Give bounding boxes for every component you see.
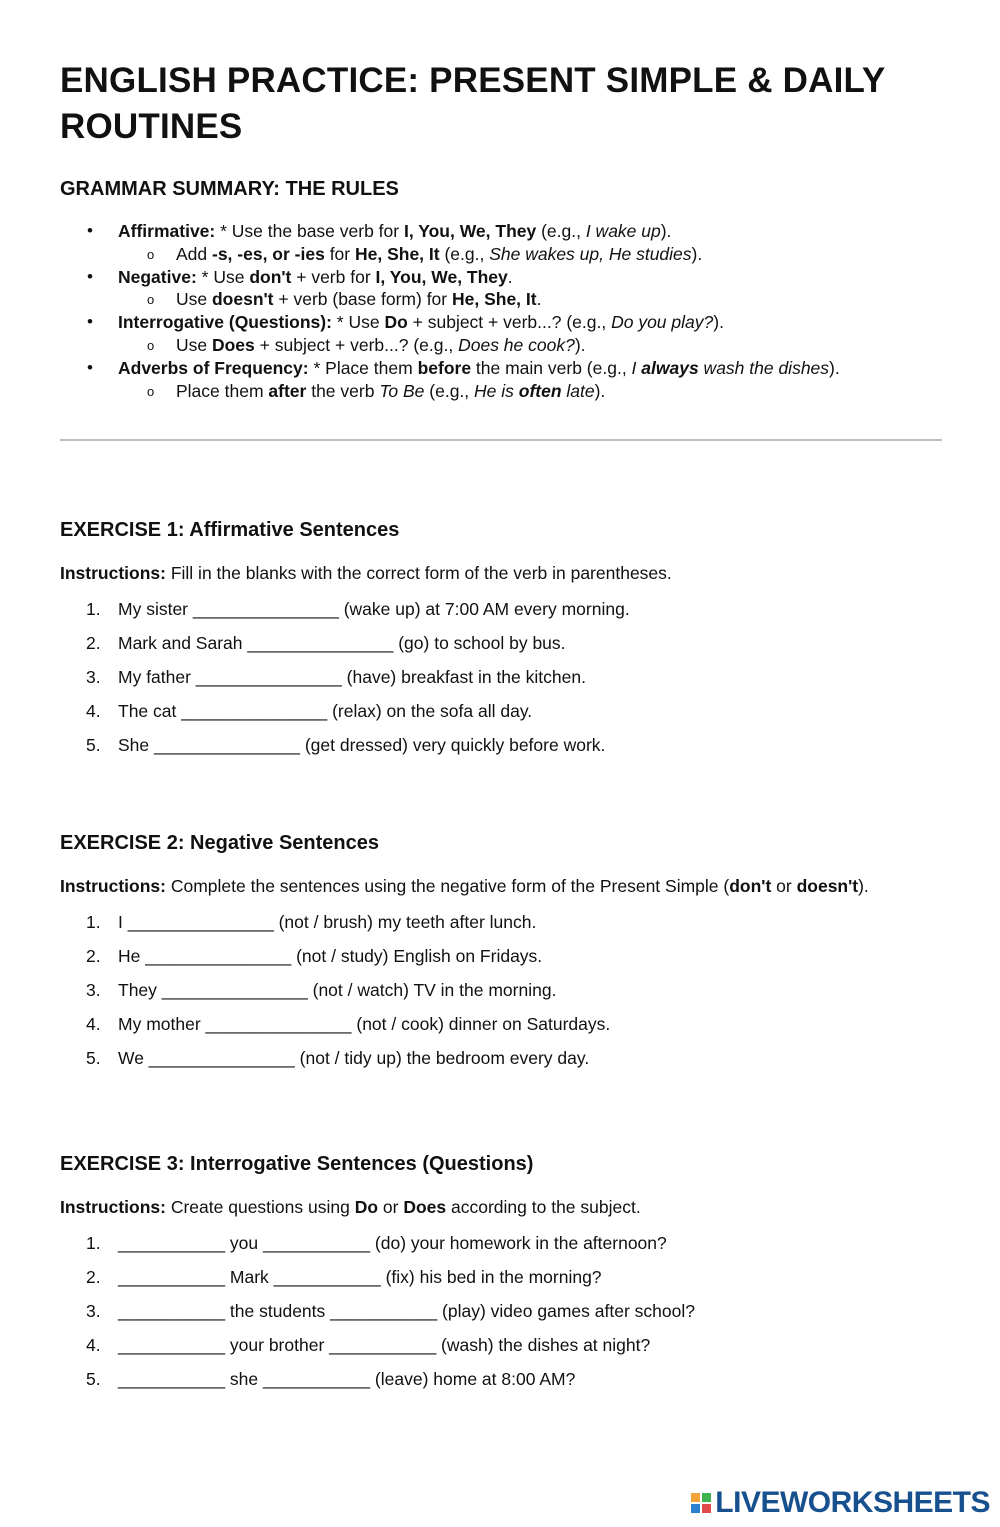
- exercise-item: [60, 598, 942, 621]
- exercise-item: [60, 945, 942, 968]
- text-run: ).: [858, 875, 869, 896]
- text-run: Instructions:: [60, 875, 166, 896]
- item-text: The cat _______________ (relax) on the sofa all day.: [118, 701, 533, 722]
- text-run: To Be: [379, 380, 425, 401]
- exercise-items: [60, 598, 942, 757]
- item-number: 1.: [86, 599, 101, 620]
- sub-bullet-icon: o: [147, 246, 155, 262]
- text-run: + subject + verb...? (e.g.,: [407, 312, 612, 333]
- item-text: He _______________ (not / study) English on Fridays.: [118, 945, 543, 966]
- text-run: -s, -es, or -ies: [212, 243, 325, 264]
- text-run: Fill in the blanks with the correct form of the verb in parentheses.: [165, 563, 672, 584]
- text-run: wash the dishes: [698, 357, 830, 378]
- text-run: + subject + verb...? (e.g.,: [254, 334, 459, 355]
- exercise-instructions: [60, 562, 942, 585]
- rule-item: [60, 357, 942, 380]
- text-run: for: [324, 243, 355, 264]
- text-run: always: [641, 357, 699, 378]
- exercise-items: [60, 1232, 942, 1391]
- text-run: Do: [384, 312, 408, 333]
- text-run: ).: [691, 243, 703, 264]
- rule-sub-item: [60, 243, 942, 266]
- page-title: ENGLISH PRACTICE: PRESENT SIMPLE & DAILY ROUTINES: [60, 61, 885, 146]
- text-run: ).: [594, 380, 606, 401]
- text-run: + verb for: [291, 266, 376, 287]
- item-text: We _______________ (not / tidy up) the bedroom every day.: [118, 1047, 590, 1068]
- text-run: Place them: [176, 380, 269, 401]
- text-run: doesn't: [796, 875, 859, 896]
- exercise-2: [60, 830, 942, 1070]
- text-run: I, You, We, They: [403, 221, 537, 241]
- exercise-instructions: [60, 875, 942, 898]
- worksheet: [60, 58, 942, 1402]
- item-number: 1.: [86, 911, 101, 932]
- sub-bullet-icon: o: [147, 292, 155, 308]
- grammar-summary-heading: GRAMMAR SUMMARY: THE RULES: [60, 178, 399, 200]
- grammar-rules-list: [60, 220, 942, 402]
- text-run: Interrogative (Questions):: [118, 312, 332, 333]
- item-text: ___________ she ___________ (leave) home at 8:00 AM?: [118, 1369, 576, 1390]
- text-run: after: [268, 380, 307, 401]
- exercise-item: [60, 979, 942, 1002]
- item-text: ___________ your brother ___________ (wash) the dishes at night?: [118, 1335, 651, 1356]
- text-run: .: [507, 266, 513, 287]
- item-number: 4.: [86, 1013, 101, 1034]
- rule-item: [60, 220, 942, 243]
- text-run: the main verb (e.g.,: [471, 357, 632, 378]
- text-run: ).: [574, 334, 586, 355]
- exercise-item: [60, 1368, 942, 1391]
- exercise-title: EXERCISE 2: Negative Sentences: [60, 831, 380, 854]
- text-run: the verb: [306, 380, 380, 401]
- logo-square: [702, 1504, 711, 1513]
- exercise-item: [60, 1334, 942, 1357]
- text-run: late: [561, 380, 595, 401]
- text-run: Adverbs of Frequency:: [118, 357, 309, 378]
- text-run: or: [378, 1197, 404, 1218]
- rule-sub-item: [60, 380, 942, 403]
- item-text: ___________ the students ___________ (play) video games after school?: [118, 1301, 695, 1322]
- item-number: 3.: [86, 979, 101, 1000]
- text-run: doesn't: [211, 289, 274, 310]
- bullet-icon: •: [87, 266, 93, 286]
- exercise-items: [60, 911, 942, 1070]
- rule-item: [60, 266, 942, 289]
- bullet-icon: •: [87, 357, 93, 377]
- exercise-item: [60, 1300, 942, 1323]
- logo-mark-icon: [691, 1493, 711, 1513]
- text-run: Instructions:: [60, 1197, 166, 1218]
- rule-sub-item: [60, 288, 942, 311]
- item-number: 4.: [86, 1335, 101, 1356]
- sub-bullet-icon: o: [147, 383, 155, 399]
- text-run: Create questions using: [165, 1197, 355, 1218]
- text-run: Does he cook?: [458, 334, 575, 355]
- exercise-item: [60, 734, 942, 757]
- text-run: (e.g.,: [536, 221, 586, 241]
- exercise-title: EXERCISE 1: Affirmative Sentences: [60, 519, 400, 542]
- exercise-item: [60, 1047, 942, 1070]
- exercise-item: [60, 1232, 942, 1255]
- item-number: 2.: [86, 945, 101, 966]
- text-run: Affirmative:: [118, 221, 216, 241]
- exercise-item: [60, 911, 942, 934]
- text-run: I wake up: [585, 221, 661, 241]
- text-run: or: [771, 875, 797, 896]
- text-run: * Use the base verb for: [215, 221, 404, 241]
- bullet-icon: •: [87, 221, 93, 240]
- exercise-title: EXERCISE 3: Interrogative Sentences (Questions): [60, 1153, 534, 1176]
- item-number: 3.: [86, 667, 101, 688]
- logo-square: [691, 1493, 700, 1502]
- text-run: + verb (base form) for: [273, 289, 452, 310]
- section-divider: [60, 439, 942, 441]
- text-run: Add: [176, 243, 212, 264]
- exercise-instructions: [60, 1196, 942, 1219]
- item-text: I _______________ (not / brush) my teeth after lunch.: [118, 911, 537, 932]
- item-text: My sister _______________ (wake up) at 7:00 AM every morning.: [118, 599, 630, 620]
- rule-item: [60, 311, 942, 334]
- exercise-item: [60, 632, 942, 655]
- text-run: I: [631, 357, 642, 378]
- item-number: 1.: [86, 1233, 101, 1254]
- text-run: Does: [211, 334, 255, 355]
- item-number: 4.: [86, 701, 101, 722]
- logo-square: [702, 1493, 711, 1502]
- text-run: don't: [249, 266, 292, 287]
- item-text: She _______________ (get dressed) very quickly before work.: [118, 735, 606, 756]
- item-text: Mark and Sarah _______________ (go) to school by bus.: [118, 633, 566, 654]
- text-run: Negative:: [118, 266, 197, 287]
- text-run: (e.g.,: [439, 243, 490, 264]
- text-run: He is: [474, 380, 519, 401]
- text-run: ).: [660, 221, 672, 241]
- text-run: Use: [176, 334, 212, 355]
- exercise-3: [60, 1151, 942, 1391]
- exercise-item: [60, 1013, 942, 1036]
- text-run: ).: [713, 312, 724, 333]
- exercise-item: [60, 666, 942, 689]
- item-text: My mother _______________ (not / cook) dinner on Saturdays.: [118, 1013, 611, 1034]
- text-run: Use: [176, 289, 212, 310]
- text-run: * Use: [196, 266, 250, 287]
- item-number: 5.: [86, 1047, 101, 1068]
- item-number: 5.: [86, 1369, 101, 1390]
- text-run: Does: [403, 1197, 447, 1218]
- bullet-icon: •: [87, 312, 93, 332]
- text-run: Instructions:: [60, 563, 166, 584]
- text-run: don't: [729, 875, 772, 896]
- exercises: [60, 517, 942, 1391]
- text-run: I, You, We, They: [375, 266, 508, 287]
- text-run: * Use: [331, 312, 385, 333]
- logo-text: LIVEWORKSHEETS: [715, 1486, 990, 1519]
- rule-sub-item: [60, 334, 942, 357]
- logo-square: [691, 1504, 700, 1513]
- text-run: before: [417, 357, 472, 378]
- liveworksheets-logo: [691, 1486, 990, 1520]
- exercise-item: [60, 700, 942, 723]
- item-number: 2.: [86, 633, 101, 654]
- item-text: ___________ you ___________ (do) your homework in the afternoon?: [118, 1233, 667, 1254]
- text-run: She wakes up, He studies: [489, 243, 692, 264]
- text-run: He, She, It: [354, 243, 440, 264]
- text-run: .: [536, 289, 542, 310]
- exercise-1: [60, 517, 942, 757]
- text-run: often: [518, 380, 562, 401]
- text-run: Complete the sentences using the negative form of the Present Simple (: [165, 875, 730, 896]
- item-number: 2.: [86, 1267, 101, 1288]
- text-run: Do you play?: [611, 312, 714, 333]
- item-text: My father _______________ (have) breakfast in the kitchen.: [118, 667, 586, 688]
- text-run: (e.g.,: [424, 380, 475, 401]
- text-run: ).: [829, 357, 840, 378]
- sub-bullet-icon: o: [147, 337, 155, 353]
- text-run: Do: [354, 1197, 379, 1218]
- text-run: * Place them: [308, 357, 418, 378]
- item-text: ___________ Mark ___________ (fix) his bed in the morning?: [118, 1267, 602, 1288]
- exercise-item: [60, 1266, 942, 1289]
- item-number: 3.: [86, 1301, 101, 1322]
- text-run: according to the subject.: [446, 1197, 641, 1218]
- text-run: He, She, It: [451, 289, 537, 310]
- item-number: 5.: [86, 735, 101, 756]
- item-text: They _______________ (not / watch) TV in the morning.: [118, 979, 557, 1000]
